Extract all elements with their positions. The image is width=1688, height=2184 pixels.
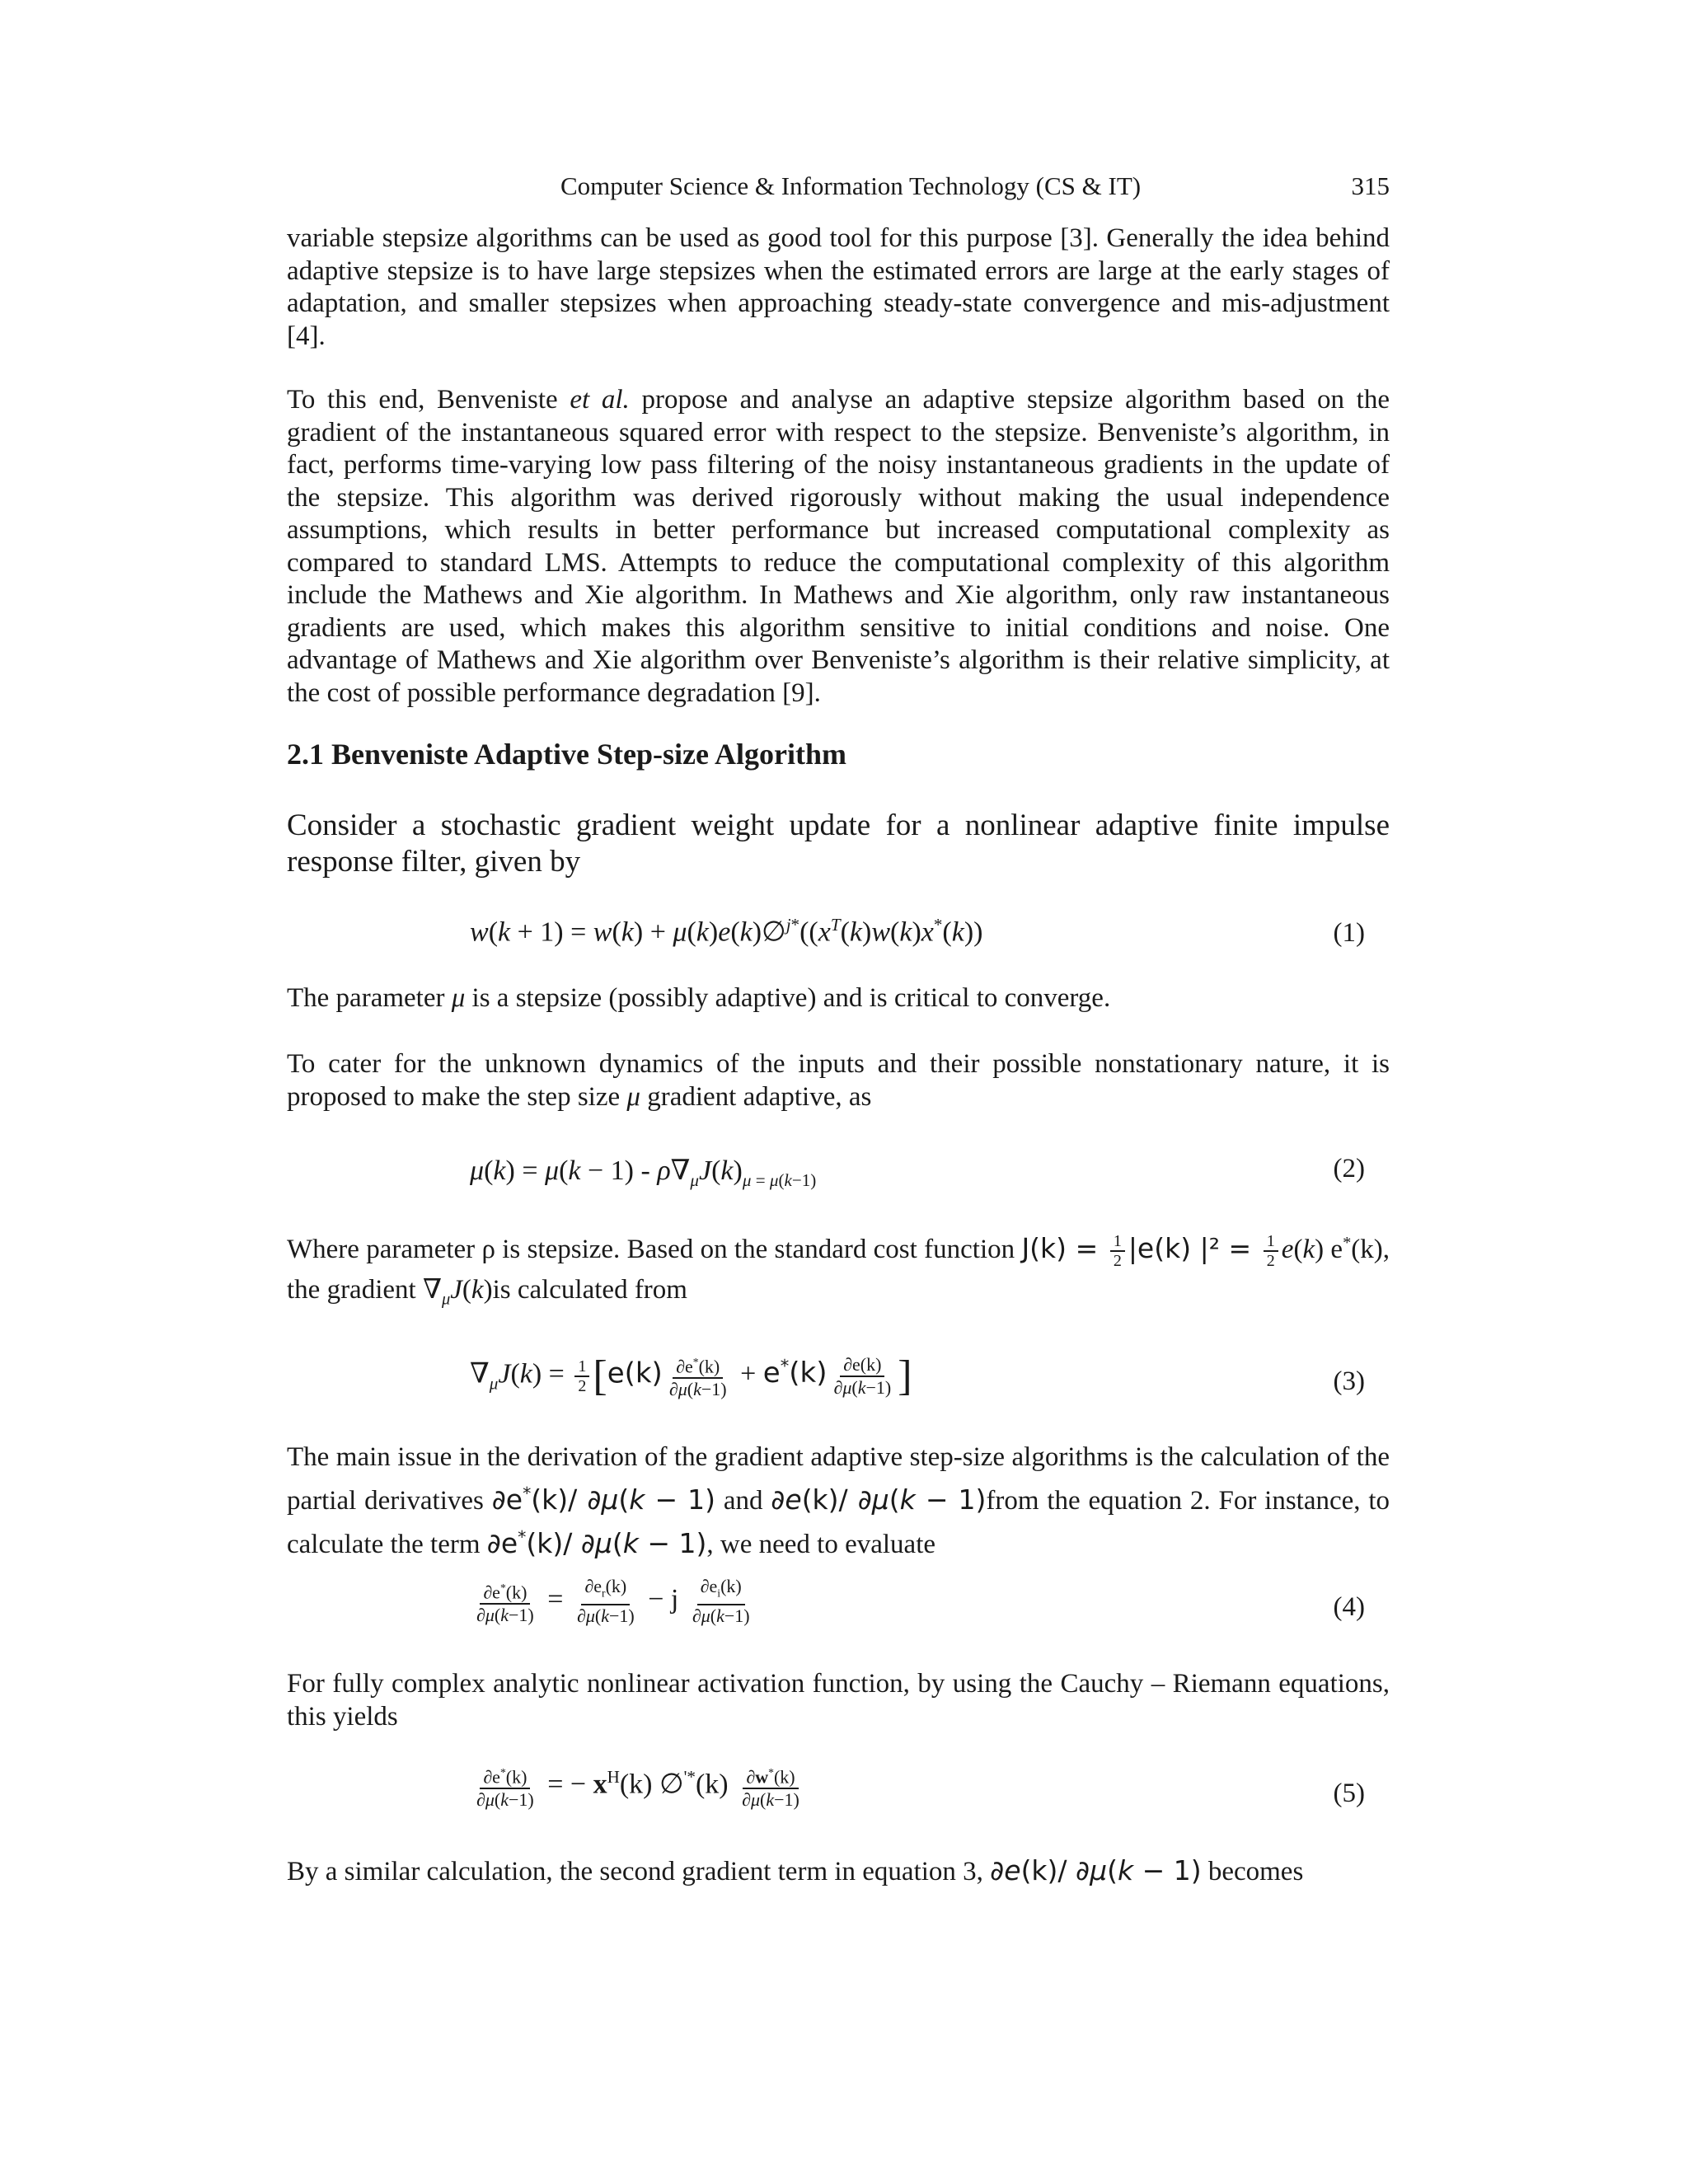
paragraph-7: The main issue in the derivation of the gradient adaptive step-size algorithms is the calculation of the partial derivatives ∂e*(k)/ ∂μ(k − 1) and ∂e(k)/ ∂μ(k − 1)from the equation 2. For instance, to calculate the term ∂e*(k)/ ∂μ(k − 1), we need to evaluate	[287, 1442, 1390, 1559]
equation-1-number: (1)	[1333, 918, 1365, 948]
equation-4: $\frac{\partial e^*(k)}{\partial\mu(k-1)}$ = $\frac{\partial e_r(k)}{\partial\mu(k-1)}$ − j $\frac{\partial e_i(k)}{\partial\mu(k-1)}$	[476, 1576, 750, 1627]
equation-5-number: (5)	[1333, 1779, 1365, 1808]
equation-4-number: (4)	[1333, 1592, 1365, 1622]
paragraph-5: To cater for the unknown dynamics of the inputs and their possible nonstationary nature, it is proposed to make the step size μ gradient adaptive, as	[287, 1049, 1390, 1112]
paragraph-8: For fully complex analytic nonlinear activation function, by using the Cauchy – Riemann equations, this yields	[287, 1669, 1390, 1732]
paragraph-9: By a similar calculation, the second gradient term in equation 3, ∂e(k)/ ∂μ(k − 1) becomes	[287, 1854, 1304, 1886]
et-al-italic: et al.	[570, 385, 630, 415]
equation-5: $\frac{\partial e^*(k)}{\partial\mu(k-1)}$ = − $x^H(k)$ ∅'*(k) $\frac{\partial w^*(k)}{\partial\mu(k-1)}$	[470, 1762, 806, 1811]
paragraph-1: variable stepsize algorithms can be used as good tool for this purpose [3]. Generally the idea behind adaptive stepsize is to have large stepsizes when the estimated errors are large at the early stages of adaptation, and smaller stepsizes when approaching steady-state convergence and mis-adjustment [4].	[287, 223, 1390, 351]
equation-3-number: (3)	[1333, 1366, 1365, 1396]
page-number: 315	[1351, 171, 1390, 200]
equation-3: $\nabla_\mu J(k)$ = $\frac{1}{2}$ [e(k) $\frac{\partial e^*(k)}{\partial\mu(k-1)}$ + e*(k) $\frac{\partial e(k)}{\partial\mu(k-1)}$ ]	[470, 1352, 912, 1400]
paragraph-3: Consider a stochastic gradient weight update for a nonlinear adaptive finite impulse response filter, given by	[287, 808, 1390, 879]
equation-1: $w(k + 1) = w(k) + \mu(k)e(k)\emptyset^{j*}((x^T(k)w(k)x^*(k))$	[470, 915, 983, 948]
equation-2-number: (2)	[1333, 1154, 1365, 1183]
section-heading: 2.1 Benveniste Adaptive Step-size Algorithm	[287, 738, 846, 771]
paragraph-4: The parameter μ is a stepsize (possibly adaptive) and is critical to converge.	[287, 983, 1111, 1013]
running-header: Computer Science & Information Technology (CS & IT)	[560, 171, 1142, 200]
paragraph-2: To this end, Benveniste et al. propose and analyse an adaptive stepsize algorithm based on the gradient of the instantaneous squared error with respect to the stepsize. Benveniste’s algorithm, in fact, performs time-varying low pass filtering of the noisy instantaneous gradients in the update of the stepsize. This algorithm was derived rigorously without making the usual independence assumptions, which results in better performance but increased computational complexity as compared to standard LMS. Attempts to reduce the computational complexity of this algorithm include the Mathews and Xie algorithm. In Mathews and Xie algorithm, only raw instantaneous gradients are used, which makes this algorithm sensitive to initial conditions and noise. One advantage of Mathews and Xie algorithm over Benveniste’s algorithm is their relative simplicity, at the cost of possible performance degradation [9].	[287, 385, 1390, 708]
paragraph-6: Where parameter ρ is stepsize. Based on the standard cost function J(k) = $\frac{1}{2}$ |e(k) |² = $\frac{1}{2}$ e(k) e*(k), the gradient $\nabla_\mu J(k)is$ calculated from	[287, 1232, 1390, 1310]
equation-2: $\mu(k) = \mu(k - 1) - \rho\nabla_\mu J(k)_{\mu = \mu(k-1)}$	[470, 1155, 817, 1190]
